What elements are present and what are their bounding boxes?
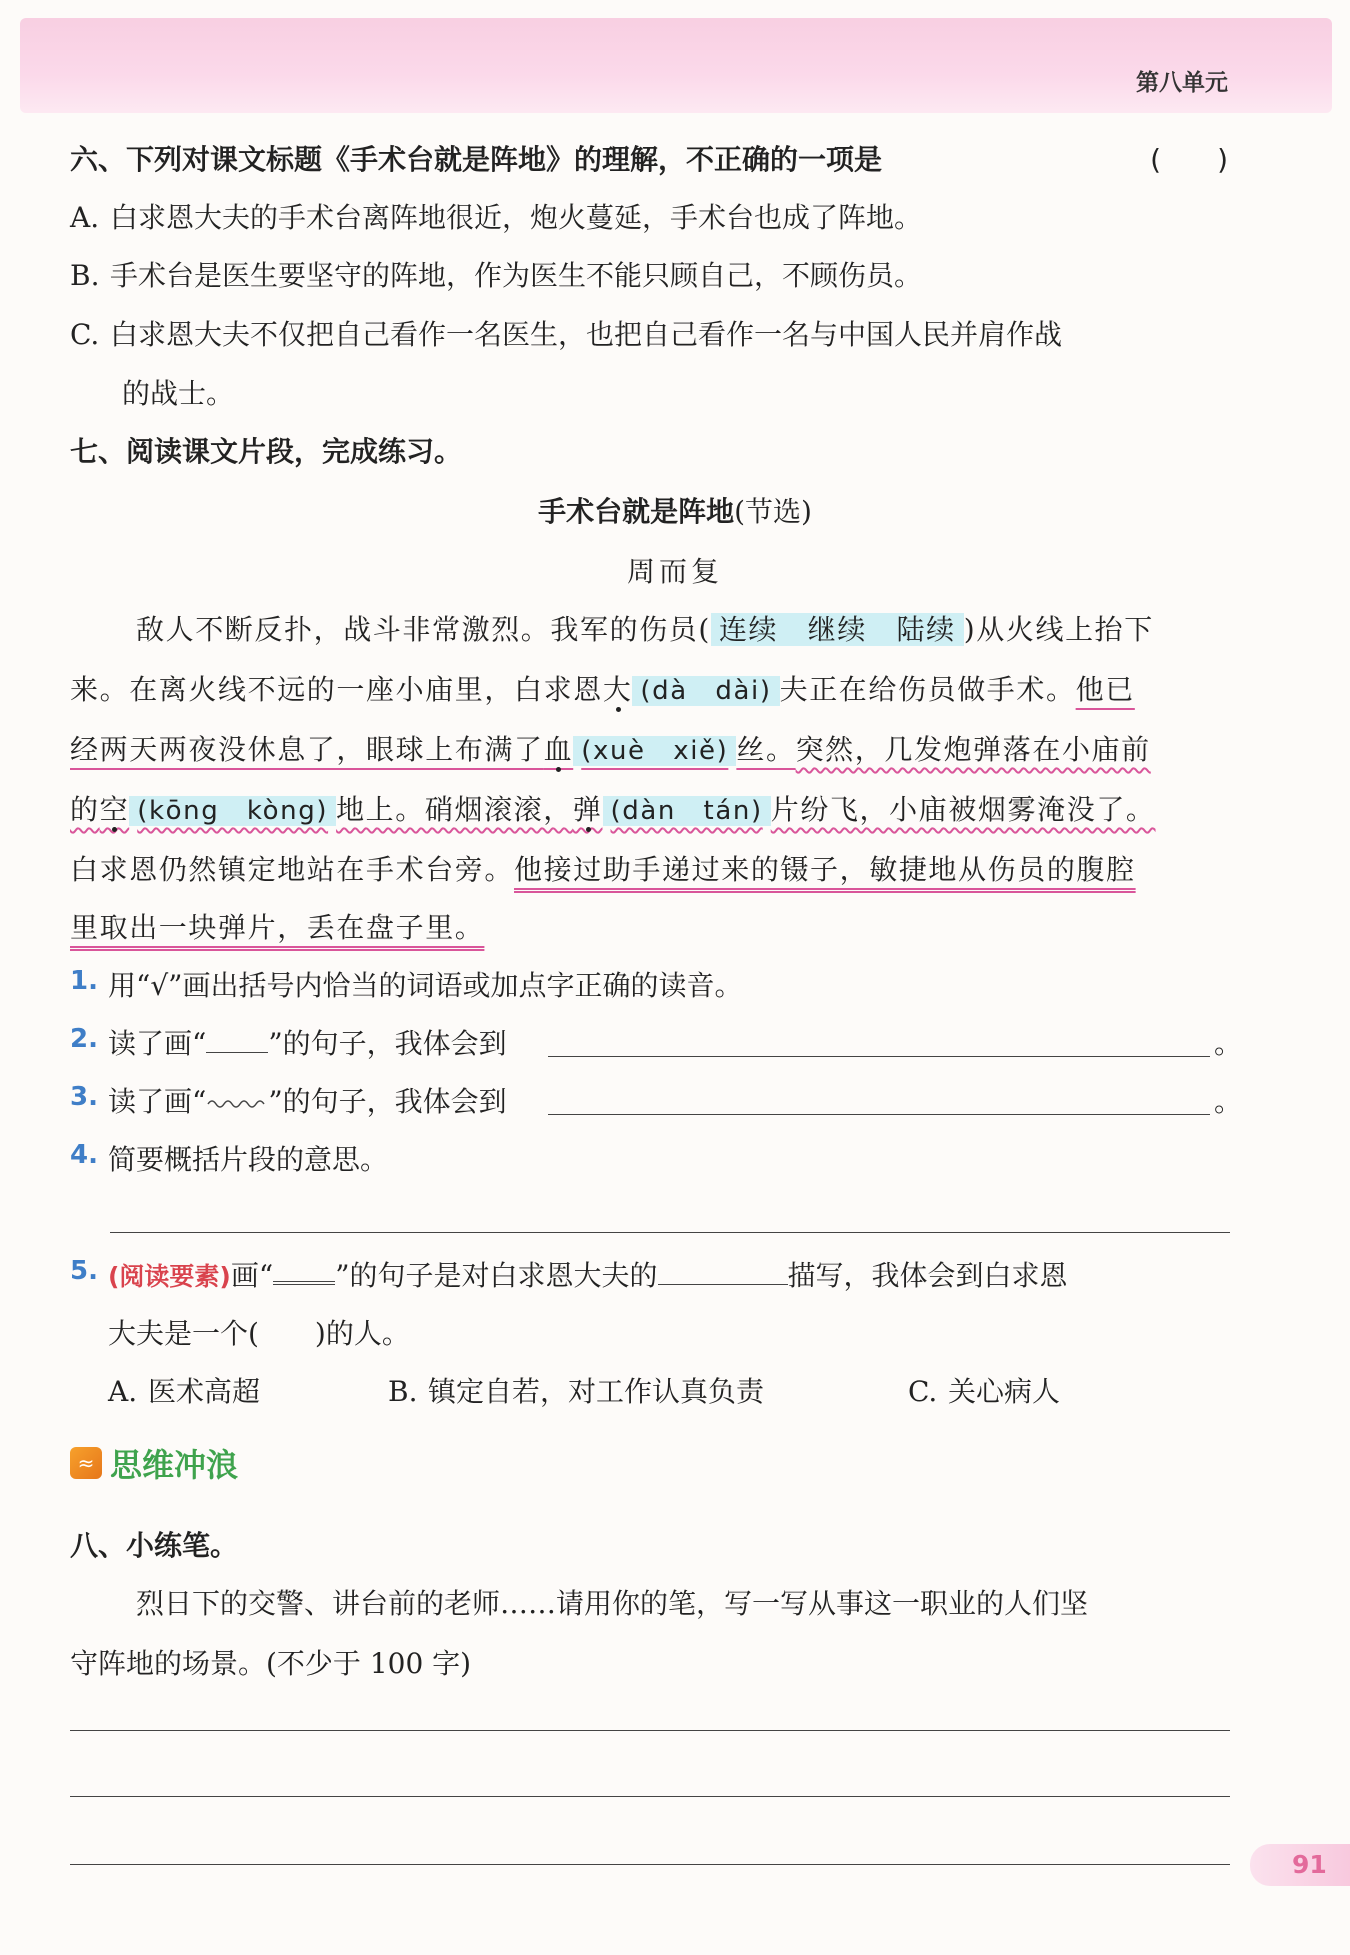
passage-line-1 xyxy=(70,608,1296,648)
double-line-sample xyxy=(273,1257,335,1285)
unit-label: 第八单元 xyxy=(1136,70,1228,96)
q7-3-text xyxy=(108,1080,507,1120)
option-letter: A. xyxy=(108,1375,138,1408)
wavy-line-sample xyxy=(206,1081,268,1111)
q6-option-c-cont: 的战士。 xyxy=(122,377,235,410)
q7-4-answer-line[interactable] xyxy=(110,1232,1230,1233)
q8-writing-line[interactable] xyxy=(70,1730,1230,1731)
q7-5-option-a[interactable] xyxy=(108,1370,260,1410)
q8-prompt-line-2: 守阵地的场景。(不少于 100 字) xyxy=(70,1647,472,1680)
q7-5-text xyxy=(108,1254,1068,1294)
q7-2-period: 。 xyxy=(1214,1027,1243,1060)
pinyin-choice[interactable]: (dàn tán) xyxy=(603,796,771,826)
q7-2-number: 2. xyxy=(70,1024,98,1054)
q7-5-number: 5. xyxy=(70,1256,98,1286)
q7-title: 七、阅读课文片段，完成练习。 xyxy=(70,435,463,468)
passage-line-5 xyxy=(70,848,1230,888)
underlined-sentence: 经两天两夜没休息了，眼球上布满了 xyxy=(70,733,544,766)
question-text: ”的句子是对白求恩大夫的 xyxy=(335,1259,658,1292)
dotted-char: 弹 xyxy=(572,793,603,826)
passage-line-4 xyxy=(70,788,1230,828)
option-letter: C. xyxy=(908,1375,938,1408)
underlined-sentence: 他已 xyxy=(1075,673,1135,706)
q7-2-answer-line[interactable] xyxy=(548,1056,1210,1057)
option-text: 医术高超 xyxy=(148,1375,261,1408)
section-banner xyxy=(70,1443,238,1483)
q7-3-number: 3. xyxy=(70,1082,98,1112)
pinyin-choice[interactable]: (xuè xiě) xyxy=(573,736,736,766)
option-text: 镇定自若，对工作认真负责 xyxy=(428,1375,765,1408)
q7-5-fill-blank[interactable] xyxy=(658,1260,788,1285)
q7-5-text-line2[interactable]: 大夫是一个( )的人。 xyxy=(108,1317,410,1350)
passage-line-3 xyxy=(70,728,1230,768)
q6-answer-paren[interactable]: ( ) xyxy=(1150,143,1228,176)
wavy-sentence: 地上。硝烟滚滚， xyxy=(336,793,573,826)
q6-option-c[interactable] xyxy=(70,313,1062,353)
q6-option-b[interactable] xyxy=(70,254,922,294)
q7-3-period: 。 xyxy=(1214,1085,1243,1118)
q7-5-option-c[interactable] xyxy=(908,1370,1060,1410)
wavy-sentence: 突然，几发炮弹落在小庙前 xyxy=(795,733,1151,766)
section-title: 思维冲浪 xyxy=(110,1446,239,1484)
passage-line-2 xyxy=(70,668,1230,708)
pinyin-choice[interactable]: (kōng kòng) xyxy=(129,796,336,826)
q7-1-text: 用“√”画出括号内恰当的词语或加点字正确的读音。 xyxy=(108,969,743,1002)
wave-icon: ≈ xyxy=(70,1447,102,1479)
q8-title: 八、小练笔。 xyxy=(70,1529,239,1562)
passage-text: 来。在离火线不远的一座小庙里，白求恩 xyxy=(70,673,603,706)
straight-line-sample xyxy=(206,1028,268,1053)
passage-author: 周而复 xyxy=(626,555,723,588)
passage-title xyxy=(0,490,1350,530)
question-text: ”的句子，我体会到 xyxy=(268,1027,507,1060)
option-letter: A. xyxy=(70,201,100,234)
underlined-sentence: 丝。 xyxy=(736,733,796,766)
passage-line-6 xyxy=(70,906,1230,946)
double-underlined-sentence: 里取出一块弹片，丢在盘子里。 xyxy=(70,911,485,944)
passage-title-text: 手术台就是阵地 xyxy=(538,495,735,528)
q8-writing-line[interactable] xyxy=(70,1796,1230,1797)
passage-text: 敌人不断反扑，战斗非常激烈。我军的伤员( xyxy=(136,613,711,646)
q8-prompt-line-1: 烈日下的交警、讲台前的老师……请用你的笔，写一写从事这一职业的人们坚 xyxy=(136,1587,1089,1620)
passage-text: )从火线上抬下 xyxy=(963,613,1154,646)
option-letter: C. xyxy=(70,318,100,351)
q7-1-number: 1. xyxy=(70,966,98,996)
dotted-char: 空 xyxy=(99,793,130,826)
dotted-char: 大 xyxy=(602,673,633,706)
dotted-char: 血 xyxy=(543,733,574,766)
q7-4-number: 4. xyxy=(70,1140,98,1170)
q7-3-answer-line[interactable] xyxy=(548,1114,1210,1115)
passage-text: 夫正在给伤员做手术。 xyxy=(779,673,1076,706)
reading-element-tag: (阅读要素) xyxy=(108,1262,231,1291)
wavy-sentence: 片纷飞，小庙被烟雾淹没了。 xyxy=(770,793,1156,826)
passage-title-note: (节选) xyxy=(734,495,812,528)
q7-5-option-b[interactable] xyxy=(388,1370,764,1410)
option-text: 手术台是医生要坚守的阵地，作为医生不能只顾自己，不顾伤员。 xyxy=(110,259,923,292)
page-number: 91 xyxy=(1250,1844,1350,1886)
passage-text: 白求恩仍然镇定地站在手术台旁。 xyxy=(70,853,515,886)
question-text: 描写，我体会到白求恩 xyxy=(787,1259,1068,1292)
question-text: 画“ xyxy=(230,1259,274,1292)
double-underlined-sentence: 他接过助手递过来的镊子，敏捷地从伤员的腹腔 xyxy=(514,853,1136,886)
q6-option-a[interactable] xyxy=(70,196,922,236)
q8-writing-line[interactable] xyxy=(70,1864,1230,1865)
q6-title: 六、下列对课文标题《手术台就是阵地》的理解，不正确的一项是 xyxy=(70,143,883,176)
option-text: 关心病人 xyxy=(948,1375,1061,1408)
wavy-sentence: 的 xyxy=(70,793,100,826)
pinyin-choice[interactable]: (dà dài) xyxy=(632,676,779,706)
option-letter: B. xyxy=(70,259,100,292)
q7-4-text: 简要概括片段的意思。 xyxy=(108,1143,389,1176)
question-text: 读了画“ xyxy=(108,1027,207,1060)
option-letter: B. xyxy=(388,1375,418,1408)
option-text: 白求恩大夫不仅把自己看作一名医生，也把自己看作一名与中国人民并肩作战 xyxy=(110,318,1063,351)
q7-2-text xyxy=(108,1022,507,1062)
question-text: ”的句子，我体会到 xyxy=(268,1085,507,1118)
word-choice-options[interactable]: 连续 继续 陆续 xyxy=(711,613,964,646)
question-text: 读了画“ xyxy=(108,1085,207,1118)
option-text: 白求恩大夫的手术台离阵地很近，炮火蔓延，手术台也成了阵地。 xyxy=(110,201,923,234)
